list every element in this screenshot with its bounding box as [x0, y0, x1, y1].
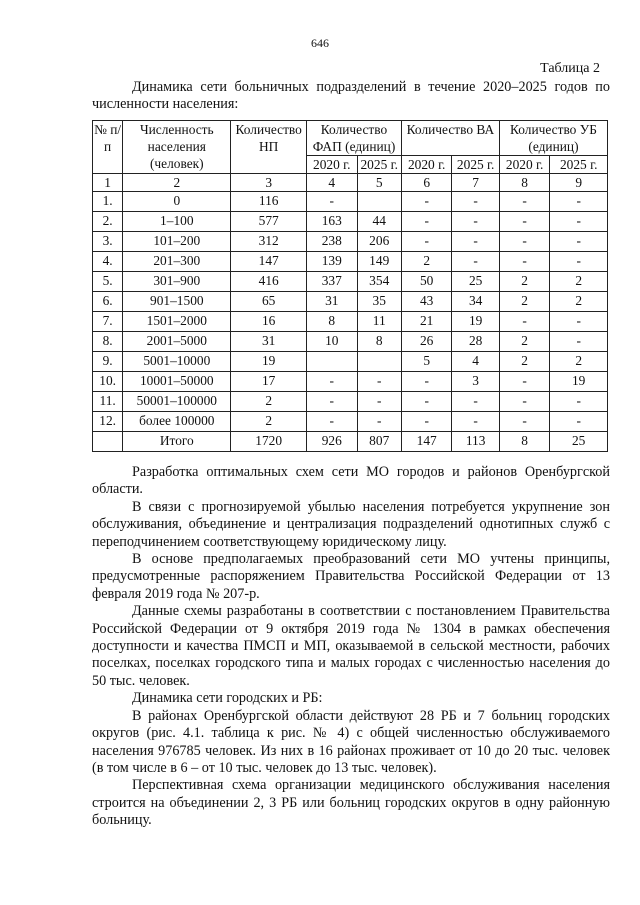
header-year: 2020 г.	[499, 156, 549, 174]
table-cell: 43	[401, 292, 451, 312]
table-cell: 2	[550, 292, 608, 312]
table-cell: -	[357, 372, 401, 392]
header-year: 2020 г.	[307, 156, 357, 174]
table-cell: -	[550, 192, 608, 212]
table-title: Динамика сети больничных подразделений в течение 2020–2025 годов по численности населения:	[92, 79, 610, 112]
table-cell: 2001–5000	[123, 332, 231, 352]
table-cell: 1.	[93, 192, 123, 212]
table-cell: 8	[307, 312, 357, 332]
table-cell: -	[401, 232, 451, 252]
table-cell: -	[550, 412, 608, 432]
table-cell: 2	[550, 272, 608, 292]
header-num: № п/п	[93, 121, 123, 174]
table-cell: -	[550, 332, 608, 352]
table-cell: 17	[231, 372, 307, 392]
table-cell: -	[401, 392, 451, 412]
table-cell: 11	[357, 312, 401, 332]
header-year: 2025 г.	[550, 156, 608, 174]
total-cell: 113	[452, 432, 499, 452]
table-cell: 577	[231, 212, 307, 232]
table-row	[93, 372, 608, 392]
table-cell: -	[550, 392, 608, 412]
total-cell: 807	[357, 432, 401, 452]
paragraph: В основе предполагаемых преобразований сети МО учтены принципы, предусмотренные распоряжением Правительства Российской Федерации от 13 февраля 2019 года № 207-р.	[92, 551, 610, 602]
table-cell: 10	[307, 332, 357, 352]
table-cell: 337	[307, 272, 357, 292]
table-cell: -	[401, 212, 451, 232]
table-cell: 16	[231, 312, 307, 332]
table-cell: -	[452, 192, 499, 212]
column-number: 6	[401, 174, 451, 192]
table-cell: 31	[231, 332, 307, 352]
table-cell: 5	[401, 352, 451, 372]
table-cell: -	[307, 192, 357, 212]
table-cell: -	[550, 252, 608, 272]
table-row	[93, 232, 608, 252]
total-row	[93, 432, 608, 452]
total-cell: 8	[499, 432, 549, 452]
table-cell: 2	[499, 272, 549, 292]
column-number: 1	[93, 174, 123, 192]
table-cell: 238	[307, 232, 357, 252]
table-cell: 901–1500	[123, 292, 231, 312]
header-year: 2025 г.	[452, 156, 499, 174]
total-cell	[93, 432, 123, 452]
header-year: 2025 г.	[357, 156, 401, 174]
header-population: Численность населения (человек)	[123, 121, 231, 174]
table-cell: 116	[231, 192, 307, 212]
table-cell: 139	[307, 252, 357, 272]
table-row	[93, 252, 608, 272]
table-cell: 6.	[93, 292, 123, 312]
table-cell: 65	[231, 292, 307, 312]
table-cell: -	[307, 392, 357, 412]
column-number: 7	[452, 174, 499, 192]
table-row	[93, 412, 608, 432]
table-row	[93, 292, 608, 312]
table-cell: 2	[231, 392, 307, 412]
table-cell: -	[499, 252, 549, 272]
table-cell: 3.	[93, 232, 123, 252]
column-number-row	[93, 174, 608, 192]
table-cell: 206	[357, 232, 401, 252]
table-row	[93, 392, 608, 412]
table-cell: 50001–100000	[123, 392, 231, 412]
table-cell: -	[357, 412, 401, 432]
table-row	[93, 352, 608, 372]
table-cell: -	[452, 392, 499, 412]
table-cell: 5.	[93, 272, 123, 292]
table-cell: 5001–10000	[123, 352, 231, 372]
table-cell: 1501–2000	[123, 312, 231, 332]
page-number: 646	[311, 36, 329, 50]
table-cell: 354	[357, 272, 401, 292]
table-cell: 21	[401, 312, 451, 332]
table-row	[93, 332, 608, 352]
table-cell: 44	[357, 212, 401, 232]
table-cell: -	[401, 412, 451, 432]
column-number: 8	[499, 174, 549, 192]
table-cell: -	[499, 192, 549, 212]
table-cell: 25	[452, 272, 499, 292]
table-cell: 4	[452, 352, 499, 372]
table-caption: Таблица 2	[540, 61, 600, 76]
column-number: 2	[123, 174, 231, 192]
header-fap: Количество ФАП (единиц)	[307, 121, 402, 156]
paragraph: Разработка оптимальных схем сети МО городов и районов Оренбургской области.	[92, 464, 610, 498]
table-cell: 28	[452, 332, 499, 352]
table-cell: 50	[401, 272, 451, 292]
table-cell: 2	[550, 352, 608, 372]
table-cell: 147	[231, 252, 307, 272]
table-cell: -	[452, 212, 499, 232]
total-cell: Итого	[123, 432, 231, 452]
table-cell: -	[499, 232, 549, 252]
table-cell: 31	[307, 292, 357, 312]
table-cell: 301–900	[123, 272, 231, 292]
total-cell: 147	[401, 432, 451, 452]
total-cell: 1720	[231, 432, 307, 452]
table-cell: -	[452, 252, 499, 272]
table-cell	[307, 352, 357, 372]
table-cell: -	[550, 312, 608, 332]
paragraph: Данные схемы разработаны в соответствии с постановлением Правительства Российской Федерации от 9 октября 2019 года № 1304 в рамках обеспечения доступности и качества ПМСП и МП, оказываемой в сельской местности, рабочих поселках, поселках городского типа и малых городах с численностью населения до 50 тыс. человек.	[92, 603, 610, 689]
table-cell: -	[452, 232, 499, 252]
column-number: 3	[231, 174, 307, 192]
hospital-network-table	[92, 120, 608, 452]
table-cell: -	[307, 412, 357, 432]
table-cell: 2	[499, 332, 549, 352]
table-cell: -	[401, 192, 451, 212]
table-cell: 101–200	[123, 232, 231, 252]
total-cell: 926	[307, 432, 357, 452]
paragraph: В связи с прогнозируемой убылью населения потребуется укрупнение зон обслуживания, объединение и централизация подразделений однотипных служб с переподчинением соответствующему юридическому лицу.	[92, 498, 610, 550]
table-cell: 2	[499, 352, 549, 372]
table-cell: 8.	[93, 332, 123, 352]
table-cell: -	[307, 372, 357, 392]
table-cell: 10001–50000	[123, 372, 231, 392]
header-ub: Количество УБ (единиц)	[499, 121, 607, 156]
table-cell: -	[499, 212, 549, 232]
paragraph: Динамика сети городских и РБ:	[132, 690, 323, 707]
table-cell: -	[452, 412, 499, 432]
table-cell: -	[550, 212, 608, 232]
table-row	[93, 192, 608, 212]
table-cell: 2.	[93, 212, 123, 232]
table-cell	[357, 352, 401, 372]
table-cell	[357, 192, 401, 212]
table-cell: 19	[231, 352, 307, 372]
paragraph: В районах Оренбургской области действуют 28 РБ и 7 больниц городских округов (рис. 4.1. таблица к рис. № 4) с общей численностью обслуживаемого населения 976785 человек. Из них в 16 районах проживает от 10 до 20 тыс. человек (в том числе в 6 – от 10 тыс. человек до 13 тыс. человек).	[92, 707, 610, 776]
table-cell: 26	[401, 332, 451, 352]
table-cell: -	[499, 392, 549, 412]
table-cell: 2	[401, 252, 451, 272]
table-cell: 416	[231, 272, 307, 292]
table-cell: 11.	[93, 392, 123, 412]
table-cell: -	[499, 372, 549, 392]
column-number: 5	[357, 174, 401, 192]
table-cell: 35	[357, 292, 401, 312]
table-cell: -	[357, 392, 401, 412]
table-cell: 9.	[93, 352, 123, 372]
header-va: Количество ВА	[401, 121, 499, 156]
table-cell: -	[499, 312, 549, 332]
table-cell: 10.	[93, 372, 123, 392]
column-number: 4	[307, 174, 357, 192]
header-year: 2020 г.	[401, 156, 451, 174]
table-cell: 19	[452, 312, 499, 332]
table-cell: -	[401, 372, 451, 392]
table-cell: -	[550, 232, 608, 252]
table-cell: 3	[452, 372, 499, 392]
table-cell: 201–300	[123, 252, 231, 272]
table-cell: 0	[123, 192, 231, 212]
table-cell: 12.	[93, 412, 123, 432]
table-row	[93, 272, 608, 292]
table-cell: 149	[357, 252, 401, 272]
column-number: 9	[550, 174, 608, 192]
table-cell: -	[499, 412, 549, 432]
total-cell: 25	[550, 432, 608, 452]
header-np: Количество НП	[231, 121, 307, 174]
table-row	[93, 312, 608, 332]
paragraph: Перспективная схема организации медицинского обслуживания населения строится на объединении 2, 3 РБ или больниц городских округов в одну районную больницу.	[92, 777, 610, 829]
table-cell: 8	[357, 332, 401, 352]
table-cell: более 100000	[123, 412, 231, 432]
table-cell: 19	[550, 372, 608, 392]
table-cell: 2	[231, 412, 307, 432]
table-cell: 34	[452, 292, 499, 312]
table-cell: 7.	[93, 312, 123, 332]
body-text	[92, 464, 610, 830]
table-cell: 312	[231, 232, 307, 252]
table-cell: 163	[307, 212, 357, 232]
table-cell: 2	[499, 292, 549, 312]
table-cell: 4.	[93, 252, 123, 272]
table-cell: 1–100	[123, 212, 231, 232]
table-row	[93, 212, 608, 232]
